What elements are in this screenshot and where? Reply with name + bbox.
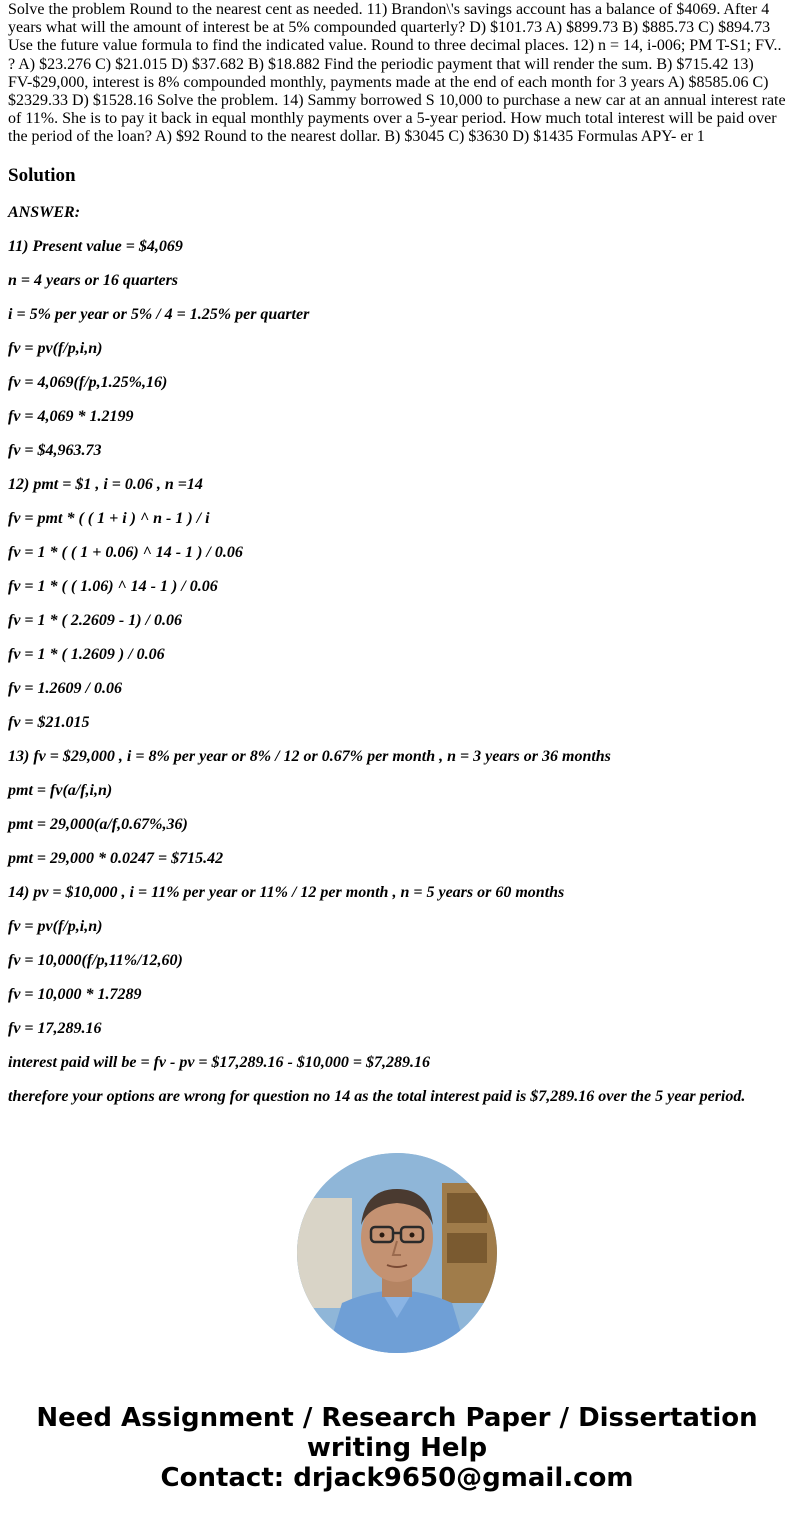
promo-line-2: writing Help (306, 1433, 488, 1463)
answer-line: fv = $21.015 (8, 713, 90, 731)
answer-line: pmt = 29,000 * 0.0247 = $715.42 (8, 849, 224, 867)
answer-line: 11) Present value = $4,069 (8, 237, 183, 255)
answer-line: fv = 4,069 * 1.2199 (8, 407, 134, 425)
author-photo-icon (297, 1153, 497, 1353)
answer-line: fv = 1 * ( ( 1.06) ^ 14 - 1 ) / 0.06 (8, 577, 218, 595)
solution-heading: Solution (8, 164, 76, 186)
promo-line-1: Need Assignment / Research Paper / Dissertation (36, 1403, 758, 1433)
question-text: Solve the problem Round to the nearest cent as needed. 11) Brandon\'s savings account has a balance of $4069. After 4 years what will the amount of interest be at 5% compounded quarterly? D) $101.73 A) $899.73 B) $885.73 C) $894.73 Use the future value formula to find the indicated value. Round to three decimal places. 12) n = 14, i-006; PM T-S1; FV.. ? A) $23.276 C) $21.015 D) $37.682 B) $18.882 Find the periodic payment that will render the sum. B) $715.42 13) FV-$29,000, interest is 8% compounded monthly, payments made at the end of each month for 3 years A) $8585.06 C) $2329.33 D) $1528.16 Solve the problem. 14) Sammy borrowed S 10,000 to purchase a new car at an annual interest rate of 11%. She is to pay it back in equal monthly payments over a 5-year period. How much total interest will be paid over the period of the loan? A) $92 Round to the nearest dollar. B) $3045 C) $3630 D) $1435 Formulas APY- er 1 (8, 1, 786, 146)
answer-line: n = 4 years or 16 quarters (8, 271, 179, 289)
answer-line: ANSWER: (8, 203, 81, 221)
answer-line: fv = pv(f/p,i,n) (8, 917, 103, 935)
answer-line: 14) pv = $10,000 , i = 11% per year or 11% / 12 per month , n = 5 years or 60 months (8, 883, 565, 901)
answer-line: fv = 1 * ( 1.2609 ) / 0.06 (8, 645, 165, 663)
answer-line: i = 5% per year or 5% / 4 = 1.25% per quarter (8, 305, 310, 323)
promo-contact[interactable]: Contact: drjack9650@gmail.com (160, 1463, 634, 1493)
answer-line: fv = 10,000 * 1.7289 (8, 985, 142, 1003)
answer-line: fv = 10,000(f/p,11%/12,60) (8, 951, 183, 969)
answer-line: fv = pmt * ( ( 1 + i ) ^ n - 1 ) / i (8, 509, 210, 527)
promo-banner (0, 1403, 794, 1493)
answer-line: fv = pv(f/p,i,n) (8, 339, 103, 357)
answer-line: 12) pmt = $1 , i = 0.06 , n =14 (8, 475, 203, 493)
answer-line: pmt = 29,000(a/f,0.67%,36) (8, 815, 188, 833)
answer-line: fv = 1 * ( ( 1 + 0.06) ^ 14 - 1 ) / 0.06 (8, 543, 243, 561)
answer-line: fv = 1.2609 / 0.06 (8, 679, 122, 697)
solution-body (8, 204, 786, 1122)
answer-line: fv = 1 * ( 2.2609 - 1) / 0.06 (8, 611, 182, 629)
answer-line: fv = $4,963.73 (8, 441, 102, 459)
answer-line: 13) fv = $29,000 , i = 8% per year or 8% / 12 or 0.67% per month , n = 3 years or 36 months (8, 747, 611, 765)
answer-line: fv = 4,069(f/p,1.25%,16) (8, 373, 168, 391)
author-avatar (297, 1153, 497, 1353)
answer-line: fv = 17,289.16 (8, 1019, 102, 1037)
answer-line: pmt = fv(a/f,i,n) (8, 781, 113, 799)
answer-line: therefore your options are wrong for question no 14 as the total interest paid is $7,289.16 over the 5 year period. (8, 1087, 746, 1105)
answer-line: interest paid will be = fv - pv = $17,289.16 - $10,000 = $7,289.16 (8, 1053, 430, 1071)
